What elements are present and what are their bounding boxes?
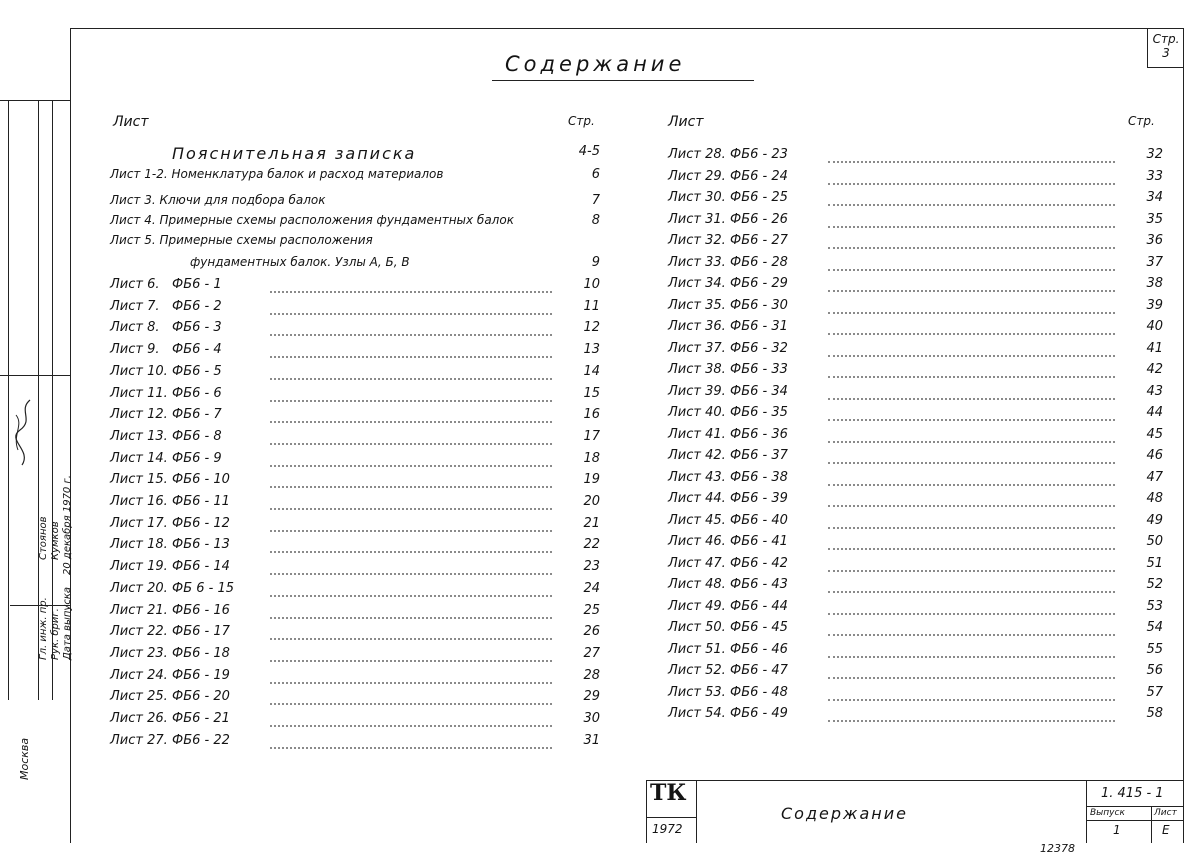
toc-row <box>668 685 1163 707</box>
toc-row <box>668 276 1163 298</box>
toc-sheet: Лист 36. <box>668 319 726 334</box>
toc-mark: ФБ6 - 47 <box>730 663 788 678</box>
toc-row <box>110 386 600 408</box>
toc-row <box>668 169 1163 191</box>
toc-page: 35 <box>1146 211 1163 227</box>
toc-row <box>668 663 1163 685</box>
toc-row <box>668 513 1163 535</box>
toc-mark: ФБ6 - 6 <box>172 385 222 401</box>
toc-page: 27 <box>583 645 600 661</box>
toc-mark: ФБ6 - 1 <box>172 277 222 292</box>
stamp-line <box>8 100 9 700</box>
toc-leader <box>828 204 1115 206</box>
toc-page: 16 <box>583 407 600 423</box>
page-title: Содержание <box>505 52 686 76</box>
toc-mark: ФБ6 - 30 <box>730 297 788 313</box>
toc-page: 25 <box>583 602 600 618</box>
toc-page: 57 <box>1146 684 1163 700</box>
tb-line <box>1086 820 1184 821</box>
toc-page: 29 <box>583 689 600 705</box>
stamp-role-2: Рук. бриг. <box>50 608 61 660</box>
toc-mark: ФБ6 - 13 <box>172 537 230 553</box>
intro-line-text: Лист 5. Примерные схемы расположения <box>110 233 373 247</box>
toc-leader <box>828 720 1115 722</box>
toc-leader <box>828 247 1115 249</box>
left-page-header: Стр. <box>568 114 595 128</box>
toc-leader <box>828 226 1115 228</box>
left-sheet-header: Лист <box>113 114 149 130</box>
toc-mark: ФБ6 - 39 <box>730 491 788 506</box>
tb-sheet: Е <box>1162 823 1170 837</box>
toc-mark: ФБ6 - 7 <box>172 407 222 423</box>
toc-page: 46 <box>1146 448 1163 463</box>
toc-sheet: Лист 7. <box>110 298 160 314</box>
toc-mark: ФБ6 - 38 <box>730 469 788 485</box>
toc-sheet: Лист 51. <box>668 641 726 657</box>
toc-row <box>668 147 1163 169</box>
toc-leader <box>828 613 1115 615</box>
toc-sheet: Лист 19. <box>110 559 168 575</box>
toc-sheet: Лист 14. <box>110 450 168 466</box>
tb-code: 1. 415 - 1 <box>1101 786 1164 801</box>
toc-row <box>110 668 600 690</box>
toc-row <box>110 624 600 646</box>
toc-leader <box>270 747 552 749</box>
toc-mark: ФБ6 - 40 <box>730 512 788 528</box>
toc-page: 53 <box>1146 598 1163 614</box>
tb-issue: 1 <box>1113 823 1121 837</box>
toc-sheet: Лист 47. <box>668 555 726 571</box>
toc-sheet: Лист 32. <box>668 233 726 248</box>
toc-leader <box>828 570 1115 572</box>
title-underline <box>492 80 754 81</box>
toc-leader <box>828 462 1115 464</box>
toc-sheet: Лист 22. <box>110 624 168 640</box>
toc-leader <box>270 703 552 705</box>
toc-sheet: Лист 6. <box>110 277 160 292</box>
stamp-role-3: Дата выпуска <box>62 587 73 660</box>
toc-row <box>110 733 600 755</box>
toc-leader <box>270 682 552 684</box>
toc-leader <box>270 725 552 727</box>
toc-row <box>668 190 1163 212</box>
toc-sheet: Лист 33. <box>668 254 726 270</box>
toc-leader <box>828 161 1115 163</box>
tb-line <box>1086 780 1087 843</box>
title-block <box>646 780 1184 843</box>
toc-row <box>668 470 1163 492</box>
toc-page: 40 <box>1146 319 1163 334</box>
toc-leader <box>270 486 552 488</box>
toc-row <box>668 319 1163 341</box>
toc-row <box>110 581 600 603</box>
toc-sheet: Лист 24. <box>110 667 168 683</box>
toc-sheet: Лист 46. <box>668 534 726 549</box>
tb-line <box>646 780 647 843</box>
toc-sheet: Лист 25. <box>110 689 168 705</box>
toc-row <box>668 620 1163 642</box>
toc-sheet: Лист 40. <box>668 405 726 420</box>
toc-mark: ФБ 6 - 15 <box>172 580 235 596</box>
toc-mark: ФБ6 - 48 <box>730 684 788 700</box>
toc-leader <box>270 400 552 402</box>
toc-page: 49 <box>1146 512 1163 528</box>
toc-mark: ФБ6 - 34 <box>730 383 788 399</box>
toc-row <box>668 706 1163 728</box>
toc-mark: ФБ6 - 32 <box>730 340 788 356</box>
toc-page: 12 <box>583 320 600 336</box>
toc-row <box>110 320 600 342</box>
toc-row <box>110 516 600 538</box>
toc-mark: ФБ6 - 4 <box>172 342 222 358</box>
toc-sheet: Лист 10. <box>110 363 168 379</box>
toc-leader <box>828 290 1115 292</box>
tb-line <box>1086 806 1184 807</box>
toc-page: 39 <box>1146 297 1163 313</box>
tb-sheet-label: Лист <box>1154 808 1177 818</box>
toc-page: 28 <box>583 667 600 683</box>
toc-page: 24 <box>583 580 600 596</box>
intro-line-page: 9 <box>591 255 600 270</box>
toc-leader <box>828 441 1115 443</box>
right-page-header: Стр. <box>1128 114 1155 128</box>
toc-leader <box>270 595 552 597</box>
toc-mark: ФБ6 - 26 <box>730 211 788 227</box>
right-sheet-header: Лист <box>668 114 704 130</box>
toc-page: 13 <box>583 342 600 358</box>
toc-mark: ФБ6 - 16 <box>172 602 230 618</box>
toc-row <box>668 556 1163 578</box>
stamp-name-2: Кумков <box>50 521 61 560</box>
toc-page: 33 <box>1146 168 1163 184</box>
toc-row <box>668 642 1163 664</box>
toc-page: 44 <box>1146 405 1163 420</box>
toc-mark: ФБ6 - 19 <box>172 667 230 683</box>
toc-leader <box>828 333 1115 335</box>
toc-page: 34 <box>1146 190 1163 205</box>
toc-sheet: Лист 44. <box>668 491 726 506</box>
toc-sheet: Лист 20. <box>110 580 168 596</box>
toc-leader <box>270 573 552 575</box>
toc-row <box>110 451 600 473</box>
signature-mark <box>16 400 30 465</box>
toc-row <box>668 298 1163 320</box>
toc-leader <box>270 421 552 423</box>
toc-leader <box>828 269 1115 271</box>
toc-row <box>668 405 1163 427</box>
toc-page: 19 <box>583 472 600 488</box>
toc-page: 23 <box>583 559 600 575</box>
toc-row <box>668 362 1163 384</box>
toc-page: 21 <box>583 515 600 531</box>
toc-page: 22 <box>583 537 600 553</box>
toc-mark: ФБ6 - 5 <box>172 363 222 379</box>
toc-page: 20 <box>583 494 600 509</box>
toc-row <box>668 534 1163 556</box>
tb-line <box>1151 806 1152 843</box>
stamp-name-1: Стоянов <box>38 516 49 560</box>
toc-mark: ФБ6 - 35 <box>730 405 788 420</box>
toc-row <box>110 646 600 668</box>
toc-page: 17 <box>583 428 600 444</box>
toc-page: 31 <box>583 732 600 748</box>
toc-sheet: Лист 18. <box>110 537 168 553</box>
tb-year: 1972 <box>652 822 683 836</box>
toc-sheet: Лист 53. <box>668 684 726 700</box>
toc-sheet: Лист 37. <box>668 340 726 356</box>
toc-page: 26 <box>583 624 600 640</box>
toc-row <box>110 689 600 711</box>
toc-sheet: Лист 11. <box>110 385 168 401</box>
toc-mark: ФБ6 - 36 <box>730 426 788 442</box>
toc-mark: ФБ6 - 21 <box>172 711 230 726</box>
toc-sheet: Лист 38. <box>668 362 726 377</box>
toc-page: 51 <box>1146 555 1163 571</box>
toc-row <box>110 299 600 321</box>
stamp-signatures <box>10 395 38 475</box>
intro-line-text: Лист 1-2. Номенклатура балок и расход материалов <box>110 167 444 181</box>
toc-leader <box>828 634 1115 636</box>
intro-line-page: 4-5 <box>578 144 600 159</box>
toc-sheet: Лист 27. <box>110 732 168 748</box>
toc-row <box>110 429 600 451</box>
toc-row <box>110 603 600 625</box>
intro-line-page: 8 <box>591 213 600 228</box>
toc-mark: ФБ6 - 8 <box>172 428 222 444</box>
toc-mark: ФБ6 - 10 <box>172 472 230 488</box>
toc-sheet: Лист 35. <box>668 297 726 313</box>
toc-mark: ФБ6 - 12 <box>172 515 230 531</box>
toc-sheet: Лист 39. <box>668 383 726 399</box>
toc-sheet: Лист 54. <box>668 706 726 721</box>
toc-page: 15 <box>583 385 600 401</box>
toc-sheet: Лист 41. <box>668 426 726 442</box>
intro-line-page: 6 <box>591 167 600 182</box>
toc-page: 36 <box>1146 233 1163 248</box>
stamp-line <box>0 375 70 376</box>
toc-page: 52 <box>1146 577 1163 592</box>
toc-sheet: Лист 16. <box>110 494 168 509</box>
toc-sheet: Лист 42. <box>668 448 726 463</box>
toc-mark: ФБ6 - 23 <box>730 147 788 162</box>
intro-line-page: 7 <box>591 193 600 208</box>
toc-page: 32 <box>1146 147 1163 162</box>
toc-mark: ФБ6 - 11 <box>172 494 230 509</box>
toc-leader <box>828 548 1115 550</box>
toc-leader <box>270 530 552 532</box>
toc-sheet: Лист 21. <box>110 602 168 618</box>
page-number: 3 <box>1162 46 1170 60</box>
toc-leader <box>270 508 552 510</box>
intro-line-text: Лист 4. Примерные схемы расположения фундаментных балок <box>110 213 514 227</box>
toc-page: 45 <box>1146 426 1163 442</box>
page-number-box <box>1147 28 1184 68</box>
toc-sheet: Лист 49. <box>668 598 726 614</box>
toc-row <box>668 341 1163 363</box>
toc-mark: ФБ6 - 28 <box>730 254 788 270</box>
toc-sheet: Лист 15. <box>110 472 168 488</box>
toc-mark: ФБ6 - 27 <box>730 233 788 248</box>
toc-sheet: Лист 43. <box>668 469 726 485</box>
toc-row <box>110 559 600 581</box>
toc-page: 30 <box>583 711 600 726</box>
toc-sheet: Лист 45. <box>668 512 726 528</box>
toc-mark: ФБ6 - 45 <box>730 620 788 635</box>
toc-sheet: Лист 12. <box>110 407 168 423</box>
toc-page: 58 <box>1146 706 1163 721</box>
toc-row <box>110 537 600 559</box>
intro-line-text: Пояснительная записка <box>172 144 417 163</box>
toc-leader <box>828 699 1115 701</box>
toc-sheet: Лист 23. <box>110 645 168 661</box>
toc-page: 55 <box>1146 641 1163 657</box>
toc-row <box>668 384 1163 406</box>
toc-leader <box>828 419 1115 421</box>
toc-page: 37 <box>1146 254 1163 270</box>
tb-line <box>696 780 697 843</box>
toc-sheet: Лист 8. <box>110 320 160 336</box>
toc-leader <box>828 591 1115 593</box>
tb-issue-label: Выпуск <box>1090 808 1125 818</box>
toc-mark: ФБ6 - 2 <box>172 298 222 314</box>
toc-row <box>110 494 600 516</box>
tb-name: Содержание <box>781 804 908 823</box>
toc-row <box>668 491 1163 513</box>
tb-logo: ТК <box>650 780 687 806</box>
toc-mark: ФБ6 - 42 <box>730 555 788 571</box>
toc-leader <box>828 484 1115 486</box>
toc-leader <box>828 656 1115 658</box>
toc-row <box>110 342 600 364</box>
stamp-line <box>0 100 70 101</box>
toc-page: 42 <box>1146 362 1163 377</box>
toc-leader <box>828 398 1115 400</box>
toc-mark: ФБ6 - 37 <box>730 448 788 463</box>
tb-line <box>646 817 696 818</box>
stamp-role-1: Гл. инж. пр. <box>38 597 49 660</box>
toc-mark: ФБ6 - 9 <box>172 450 222 466</box>
toc-row <box>668 255 1163 277</box>
toc-mark: ФБ6 - 25 <box>730 190 788 205</box>
toc-sheet: Лист 13. <box>110 428 168 444</box>
toc-leader <box>270 291 552 293</box>
toc-leader <box>828 527 1115 529</box>
page-label: Стр. <box>1152 32 1180 46</box>
toc-mark: ФБ6 - 33 <box>730 362 788 377</box>
toc-row <box>668 448 1163 470</box>
toc-mark: ФБ6 - 24 <box>730 168 788 184</box>
toc-mark: ФБ6 - 31 <box>730 319 788 334</box>
toc-row <box>110 472 600 494</box>
toc-leader <box>270 465 552 467</box>
intro-line-text: фундаментных балок. Узлы А, Б, В <box>190 255 410 269</box>
toc-leader <box>270 551 552 553</box>
toc-page: 18 <box>583 450 600 466</box>
toc-sheet: Лист 26. <box>110 711 168 726</box>
tb-line <box>646 780 1184 781</box>
toc-row <box>110 364 600 386</box>
toc-sheet: Лист 52. <box>668 663 726 678</box>
toc-row <box>110 407 600 429</box>
toc-mark: ФБ6 - 3 <box>172 320 222 336</box>
toc-mark: ФБ6 - 20 <box>172 689 230 705</box>
toc-page: 41 <box>1146 340 1163 356</box>
toc-page: 47 <box>1146 469 1163 485</box>
toc-sheet: Лист 48. <box>668 577 726 592</box>
toc-sheet: Лист 31. <box>668 211 726 227</box>
toc-leader <box>828 677 1115 679</box>
toc-row <box>668 599 1163 621</box>
toc-row <box>668 577 1163 599</box>
toc-row <box>110 277 600 299</box>
intro-line-text: Лист 3. Ключи для подбора балок <box>110 193 326 207</box>
toc-leader <box>270 334 552 336</box>
toc-sheet: Лист 17. <box>110 515 168 531</box>
toc-leader <box>270 638 552 640</box>
toc-mark: ФБ6 - 41 <box>730 534 788 549</box>
toc-mark: ФБ6 - 29 <box>730 276 788 291</box>
toc-leader <box>828 376 1115 378</box>
toc-page: 56 <box>1146 663 1163 678</box>
toc-row <box>668 233 1163 255</box>
toc-page: 54 <box>1146 620 1163 635</box>
toc-sheet: Лист 9. <box>110 342 160 358</box>
toc-leader <box>828 183 1115 185</box>
toc-sheet: Лист 34. <box>668 276 726 291</box>
archive-number: 12378 <box>1040 842 1075 855</box>
toc-leader <box>270 313 552 315</box>
toc-leader <box>828 355 1115 357</box>
toc-leader <box>270 660 552 662</box>
toc-page: 50 <box>1146 534 1163 549</box>
toc-mark: ФБ6 - 18 <box>172 645 230 661</box>
toc-row <box>668 212 1163 234</box>
toc-row <box>110 711 600 733</box>
toc-mark: ФБ6 - 17 <box>172 624 230 640</box>
stamp-city: Москва <box>18 737 31 780</box>
stamp-name-3: 20 декабря 1970 г. <box>62 475 73 575</box>
toc-page: 11 <box>583 298 600 314</box>
toc-mark: ФБ6 - 14 <box>172 559 230 575</box>
toc-page: 14 <box>583 363 600 379</box>
toc-page: 10 <box>583 277 600 292</box>
toc-leader <box>828 505 1115 507</box>
toc-sheet: Лист 29. <box>668 168 726 184</box>
toc-row <box>668 427 1163 449</box>
toc-mark: ФБ6 - 43 <box>730 577 788 592</box>
toc-sheet: Лист 30. <box>668 190 726 205</box>
toc-leader <box>828 312 1115 314</box>
toc-page: 43 <box>1146 383 1163 399</box>
toc-page: 38 <box>1146 276 1163 291</box>
toc-leader <box>270 443 552 445</box>
toc-leader <box>270 378 552 380</box>
toc-mark: ФБ6 - 49 <box>730 706 788 721</box>
toc-mark: ФБ6 - 22 <box>172 732 230 748</box>
toc-mark: ФБ6 - 46 <box>730 641 788 657</box>
toc-page: 48 <box>1146 491 1163 506</box>
toc-sheet: Лист 50. <box>668 620 726 635</box>
toc-leader <box>270 356 552 358</box>
toc-mark: ФБ6 - 44 <box>730 598 788 614</box>
toc-sheet: Лист 28. <box>668 147 726 162</box>
toc-leader <box>270 617 552 619</box>
